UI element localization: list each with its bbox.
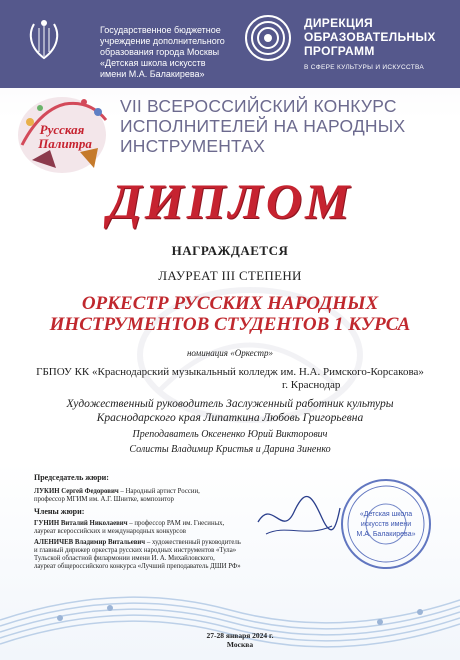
- contest-title-line: VII ВСЕРОССИЙСКИЙ КОНКУРС: [120, 96, 397, 116]
- school-name-line: образования города Москвы: [100, 47, 220, 57]
- awardee-name: [20, 293, 440, 335]
- school-name-line: «Детская школа искусств: [100, 58, 206, 68]
- school-name-line: учреждение дополнительного: [100, 36, 225, 46]
- nomination: номинация «Оркестр»: [186, 348, 274, 358]
- school-name-line: Государственное бюджетное: [100, 25, 221, 35]
- college-name: ГБПОУ КК «Краснодарский музыкальный колледж им. Н.А. Римского-Корсакова»: [36, 366, 424, 378]
- diploma-heading: ДИПЛОМ: [107, 173, 353, 229]
- contest-title-line: ИСПОЛНИТЕЛЕЙ НА НАРОДНЫХ: [120, 116, 406, 136]
- directorate-title-line: ПРОГРАММ: [304, 44, 375, 58]
- lyre-logo-icon: [26, 18, 62, 62]
- event-date-place: [180, 631, 300, 649]
- signature: [252, 478, 342, 548]
- contest-title-line: ИНСТРУМЕНТАХ: [120, 136, 266, 156]
- awardee-name-line: ИНСТРУМЕНТОВ СТУДЕНТОВ 1 КУРСА: [49, 314, 411, 335]
- jury-member-desc: – художественный руководитель: [145, 539, 241, 546]
- directorate-title: [304, 16, 454, 58]
- festival-logo-text: Русская: [39, 122, 85, 137]
- jury-member-desc: Тульской областной филармонии имени И. А. Михайловского,: [34, 555, 215, 562]
- jury-member-desc: и главный дирижер оркестра русских народных инструментов «Тула»: [34, 547, 237, 554]
- awardee-name-line: ОРКЕСТР РУССКИХ НАРОДНЫХ: [81, 293, 379, 314]
- jury-members-label: Члены жюри:: [34, 507, 85, 516]
- directorate-title-line: ОБРАЗОВАТЕЛЬНЫХ: [304, 30, 436, 44]
- header-band: [0, 0, 460, 88]
- stamp-text: М.А. Балакирева»: [356, 531, 416, 538]
- jury-chair-label: Председатель жюри:: [34, 473, 109, 482]
- festival-logo-text: Палитра: [38, 136, 92, 151]
- jury-member: [34, 539, 264, 571]
- jury-chair-desc: профессор МГИМ им. А.Г. Шнитке, композитор: [34, 496, 174, 503]
- jury-chair: [34, 488, 264, 504]
- contest-title: [120, 96, 456, 156]
- jury-member-name: ГУНИН Виталий Николаевич: [34, 520, 128, 527]
- jury-chair-name: ЛУКИН Сергей Федорович: [34, 488, 119, 495]
- artistic-director: [20, 397, 440, 425]
- jury-member: [34, 520, 264, 536]
- jury-member-desc: – профессор РАМ им. Гнесиных,: [127, 520, 225, 527]
- laureate-degree: ЛАУРЕАТ III СТЕПЕНИ: [158, 268, 302, 283]
- teacher: Преподаватель Оксененко Юрий Викторович: [132, 429, 328, 440]
- directorate-logo-icon: [244, 14, 292, 62]
- event-date: 27-28 января 2024 г.: [206, 631, 274, 640]
- soloists: Солисты Владимир Кристья и Дарина Зиненко: [129, 444, 331, 455]
- directorate-title-line: ДИРЕКЦИЯ: [304, 16, 373, 30]
- jury-member-desc: лауреат всероссийских и международных конкурсов: [34, 528, 186, 535]
- school-name: [100, 25, 230, 80]
- artistic-director-line: Краснодарского края Липаткина Любовь Григорьевна: [96, 412, 364, 424]
- city: г. Краснодар: [282, 379, 341, 391]
- artistic-director-line: Художественный руководитель Заслуженный работник культуры: [66, 398, 394, 410]
- jury-chair-desc: – Народный артист России,: [118, 488, 200, 495]
- seal-stamp: [338, 476, 434, 572]
- awarded-label: НАГРАЖДАЕТСЯ: [171, 243, 289, 258]
- russkaya-palitra-logo: [10, 90, 120, 180]
- jury-member-name: АЛЕНИЧЕВ Владимир Витальевич: [34, 539, 146, 546]
- jury-member-desc: лауреат общероссийского конкурса «Лучший преподаватель ДШИ РФ»: [34, 563, 241, 570]
- directorate-subtitle: В СФЕРЕ КУЛЬТУРЫ И ИСКУССТВА: [304, 64, 425, 71]
- stamp-text: искусств имени: [360, 521, 412, 528]
- stamp-text: «Детская школа: [359, 511, 413, 518]
- event-place: Москва: [226, 640, 254, 649]
- school-name-line: имени М.А. Балакирева»: [100, 69, 205, 79]
